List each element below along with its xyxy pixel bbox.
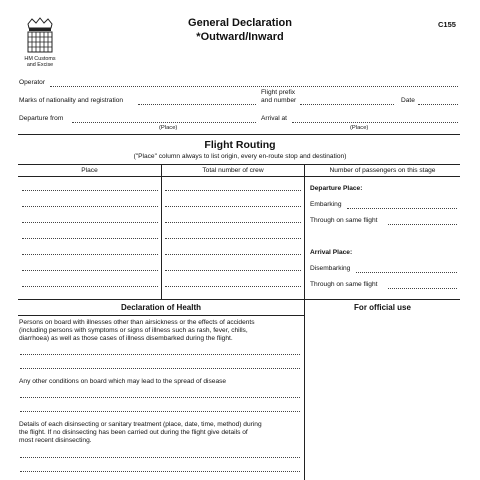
illness-field-2[interactable] [20,368,300,369]
page-title: General Declaration [188,17,292,29]
crown-logo [20,16,60,68]
through-field-1[interactable] [388,224,457,225]
col-crew-header: Total number of crew [202,167,264,174]
place-row-2[interactable] [22,206,158,207]
operator-field[interactable] [50,86,458,87]
through-label-1: Through on same flight [310,217,378,224]
health-title-rule [18,315,304,316]
routing-subtitle: ("Place" column always to list origin, every en-route stop and destination) [133,153,347,160]
place-note-right: (Place) [350,125,369,131]
crew-row-2[interactable] [165,206,301,207]
date-field[interactable] [418,104,458,105]
marks-field[interactable] [138,104,256,105]
illness-field-1[interactable] [20,354,300,355]
health-para1-line3: diarrhoea) as well as those cases of illness disembarked during the flight. [19,335,233,342]
place-row-1[interactable] [22,190,158,191]
place-row-3[interactable] [22,222,158,223]
routing-title: Flight Routing [204,139,276,151]
health-top-rule [18,299,460,300]
date-label: Date [401,97,415,104]
routing-top-rule [18,134,460,135]
flight-prefix-label-1: Flight prefix [261,89,296,96]
routing-col-divider-2 [304,164,305,480]
arrival-at-field[interactable] [292,122,458,123]
health-para3-line1: Details of each disinsecting or sanitary treatment (place, date, time, method) during [19,421,262,428]
place-row-4[interactable] [22,238,158,239]
logo-text-line2: and Excise [26,62,54,68]
arrival-at-label: Arrival at [261,115,288,122]
place-row-6[interactable] [22,270,158,271]
embarking-field[interactable] [347,208,457,209]
departure-place-label: Departure Place: [310,185,363,192]
flight-prefix-label-2: and number [261,97,297,104]
conditions-field-2[interactable] [20,411,300,412]
page-subtitle: *Outward/Inward [196,31,284,43]
health-para1-line1: Persons on board with illnesses other than airsickness or the effects of accidents [19,319,255,326]
departure-from-field[interactable] [72,122,256,123]
operator-label: Operator [19,79,46,86]
crew-row-1[interactable] [165,190,301,191]
conditions-field-1[interactable] [20,397,300,398]
health-para1-line2: (including persons with symptoms or signs of illness such as rash, fever, chills, [19,327,248,334]
crew-row-4[interactable] [165,238,301,239]
crew-row-3[interactable] [165,222,301,223]
routing-col-divider-1 [161,164,162,299]
crew-row-7[interactable] [165,286,301,287]
form-code: C155 [438,20,456,29]
marks-label: Marks of nationality and registration [19,97,124,104]
health-para2: Any other conditions on board which may lead to the spread of disease [19,378,227,385]
crew-row-5[interactable] [165,254,301,255]
disinsecting-field-2[interactable] [20,471,300,472]
departure-from-label: Departure from [19,115,64,122]
embarking-label: Embarking [310,201,342,208]
place-row-7[interactable] [22,286,158,287]
routing-header-top [18,164,460,165]
disembarking-label: Disembarking [310,265,351,272]
crown-crest-icon [20,16,60,56]
arrival-place-label: Arrival Place: [310,249,353,256]
through-label-2: Through on same flight [310,281,378,288]
routing-header-bottom [18,176,460,177]
health-para3-line2: the flight. If no disinsecting has been carried out during the flight give details of [19,429,248,436]
health-title: Declaration of Health [120,303,201,312]
health-para3-line3: most recent disinsecting. [19,437,92,444]
disinsecting-field-1[interactable] [20,457,300,458]
official-use-title: For official use [354,303,411,312]
disembarking-field[interactable] [356,272,457,273]
logo-text-line1: HM Customs [24,56,56,62]
place-note-left: (Place) [159,125,178,131]
crew-row-6[interactable] [165,270,301,271]
col-place-header: Place [81,167,98,174]
col-passengers-header: Number of passengers on this stage [329,167,436,174]
place-row-5[interactable] [22,254,158,255]
through-field-2[interactable] [388,288,457,289]
flight-number-field[interactable] [300,104,394,105]
